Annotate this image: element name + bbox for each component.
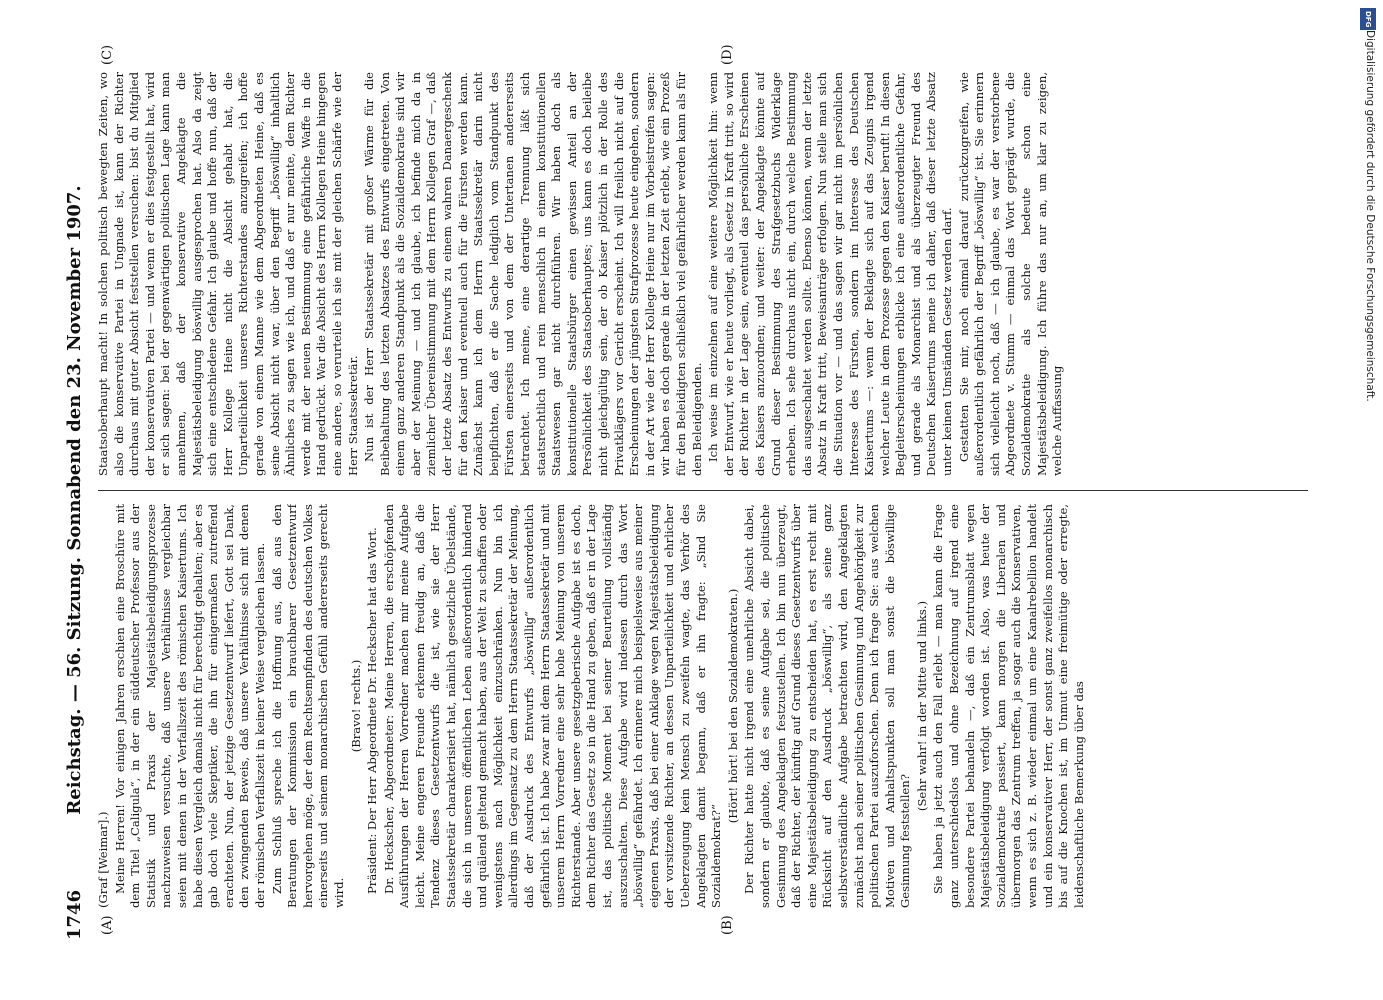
interjection: (Bravo! rechts.): [348, 659, 363, 753]
interjection: (Sehr wahr! in der Mitte und links.): [914, 600, 929, 812]
right-column: [96, 72, 1306, 476]
digitization-credit: Digitalisierung gefördert durch die Deutsche Forschungsgemeinschaft.: [1364, 30, 1376, 402]
president-remark: Präsident: Der Herr Abgeordnete Dr. Heckscher hat das Wort.: [365, 527, 380, 894]
margin-mark-c: (C): [100, 44, 115, 65]
paragraph: Ich weise im einzelnen auf eine weitere Möglichkeit hin: wenn der Entwurf, wie er heute vorliegt, als Gesetz in Kraft tritt, so wird der Richter in der Lage sein, eventuell das persönliche Erscheinen des Kaisers anzuordnen; und weiter: der Angeklagte könnte auf Grund dieser Bestimmung des Strafgesetzbuchs Widerklage erheben. Ich sehe durchaus nicht ein, durch welche Bestimmung das ausgeschaltet werden sollte. Ebenso können, wenn der letzte Absatz in Kraft tritt, Beweisanträge erfolgen. Nun stelle man sich die Situation vor — und das sagen wir gar nicht im persönlichen Interesse des Fürsten, sondern im Interesse des Deutschen Kaisertums —: wenn der Beklagte sich auf das Zeugnis irgend welcher Leute in dem Prozesse gegen den Kaiser beruft! In diesen Begleiterscheinungen erblicke ich eine außerordentliche Gefahr, und gerade als Monarchist und als überzeugter Freund des Deutschen Kaisertums meine ich daher, daß dieser letzte Absatz unter keinen Umständen Gesetz werden darf.: [706, 72, 955, 476]
page-number: 1746: [64, 889, 85, 940]
running-title: Reichstag. — 56. Sitzung. Sonnabend den 23. November 1907.: [64, 185, 85, 815]
dfg-logo: DFG: [1360, 8, 1376, 30]
margin-mark-b: (B): [720, 915, 735, 935]
paragraph: Staatsoberhaupt macht! In solchen politisch bewegten Zeiten, wo also die konservative Partei in Ungnade ist, kann der Richter durchaus mit guter Absicht feststellen versuchen: bist du Mitglied der konservativen Partei — und wenn er dies festgestellt hat, wird er sich sagen: bei der gegenwärtigen politischen Lage kann man annehmen, daß der konservative Angeklagte die Majestätsbeleidigung böswillig ausgesprochen hat. Also da zeigt sich eine entschiedene Gefahr. Ich glaube und hoffe nun, daß der Herr Kollege Heine nicht die Absicht gehabt hat, die Unparteilichkeit unseres Richterstandes anzugreifen; ich hoffe gerade von einem Manne wie dem Abgeordneten Heine, daß es seine Absicht nicht war, über den Begriff „böswillig“ inhaltlich Ähnliches zu sagen wie ich, und daß er nur meinte, dem Richter werde mit der neuen Bestimmung eine gefährliche Waffe in die Hand gedrückt. War die Absicht des Herrn Kollegen Heine hingegen eine andere, so verurteile ich sie mit der gleichen Schärfe wie der Herr Staatssekretär.: [96, 72, 360, 476]
interjection: (Hört! hört! bei den Sozialdemokraten.): [725, 588, 740, 824]
speaker-note: (Graf [Weimar].): [96, 811, 110, 908]
column-divider: [98, 490, 1308, 491]
paragraph: Zum Schluß spreche ich die Hoffnung aus, daß aus den Beratungen der Kommission ein brauchbarer Gesetzentwurf hervorgehen möge, der dem Rechtsempfinden des deutschen Volkes einerseits und seinem monarchischen Gefühl andererseits gerecht wird.: [269, 504, 346, 908]
paragraph: Meine Herren! Vor einigen Jahren erschien eine Broschüre mit dem Titel „Caligula“, in der ein süddeutscher Professor aus der Statistik und Praxis der Majestätsbeleidigungsprozesse nachzuweisen versuchte, daß unsere Verhältnisse vergleichbar seien mit denen in der Verfallszeit des römischen Kaisertums. Ich habe diesen Vergleich damals nicht für berechtigt gehalten; aber es gab doch viele Skeptiker, die ihn für einigermaßen zutreffend erachteten. Nun, der jetzige Gesetzentwurf liefert, Gott sei Dank, den zwingenden Beweis, daß unsere Verhältnisse sich mit denen der römischen Verfallszeit in keiner Weise vergleichen lassen.: [112, 504, 267, 908]
margin-mark-d: (D): [720, 44, 735, 65]
left-column: [96, 504, 1306, 908]
margin-mark-a: (A): [100, 915, 115, 935]
paragraph: Gestatten Sie mir, noch einmal darauf zurückzugreifen, wie außerordentlich gefährlich der Begriff „böswillig“ ist. Sie erinnern sich vielleicht noch, daß — ich glaube, es war der verstorbene Abgeordnete v. Stumm — einmal das Wort geprägt wurde, die Sozialdemokratie als solche bedeute schon eine Majestätsbeleidigung. Ich führe das nur an, um klar zu zeigen, welche Auffassung: [956, 72, 1065, 476]
paragraph: Dr. Heckscher, Abgeordneter: Meine Herren, die erschöpfenden Ausführungen der Herren Vorredner machen mir meine Aufgabe leicht. Meine engeren Freunde erkennen freudig an, daß die Tendenz dieses Gesetzentwurfs die ist, wie sie der Herr Staatssekretär charakterisiert hat, nämlich gesetzliche Übelstände, die sich in unserem öffentlichen Leben außerordentlich hindernd und quälend geltend gemacht haben, aus der Welt zu schaffen oder wenigstens nach Möglichkeit einzuschränken. Nun bin ich allerdings im Gegensatz zu dem Herrn Staatssekretär der Meinung, daß der Ausdruck des Entwurfs „böswillig“ außerordentlich gefährlich ist. Ich habe zwar mit dem Herrn Staatssekretär und mit unserem Herrn Vorredner eine sehr hohe Meinung von unserem Richterstande. Aber unsere gesetzgeberische Aufgabe ist es doch, dem Richter das Gesetz so in die Hand zu geben, daß er in der Lage ist, das politische Moment bei seiner Beurteilung vollständig auszuschalten. Diese Aufgabe wird indessen durch das Wort „böswillig“ gefährdet. Ich erinnere mich beispielsweise aus meiner eigenen Praxis, daß bei einer Anklage wegen Majestätsbeleidigung der vorsitzende Richter, an dessen Unparteilichkeit und ehrlicher Ueberzeugung kein Mensch zu zweifeln wagte, das Verhör des Angeklagten damit begann, daß er ihn fragte: „Sind Sie Sozialdemokrat?“: [381, 504, 724, 908]
paragraph: Sie haben ja jetzt auch den Fall erlebt — man kann die Frage ganz unterschiedslos und ohne Bezeichnung auf irgend eine besondere Partei behandeln —, daß ein Zentrumsblatt wegen Majestätsbeleidigung verfolgt worden ist. Also, was heute der Sozialdemokratie passiert, kann morgen die Liberalen und übermorgen das Zentrum treffen, ja sogar auch die Konservativen, wenn es sich z. B. wieder einmal um eine Kanalrebellion handelt und ein konservativer Herr, der sonst ganz zweifellos monarchisch bis auf die Knochen ist, im Unmut eine freimütige oder erregte, leidenschaftliche Bemerkung über das: [931, 504, 1086, 908]
paragraph: Nun ist der Herr Staatssekretär mit großer Wärme für die Beibehaltung des letzten Absatzes des Entwurfs eingetreten. Von einem ganz anderen Standpunkt als die Sozialdemokratie sind wir aber der Meinung — und ich glaube, ich befinde mich da in ziemlicher Übereinstimmung mit dem Herrn Kollegen Graf —, daß der letzte Absatz des Entwurfs zu einem wahren Danaergeschenk für den Kaiser und eventuell auch für die Fürsten werden kann. Zunächst kann ich dem Herrn Staatssekretär darin nicht beipflichten, daß er die Sache lediglich vom Standpunkt des Fürsten einerseits und von dem der Untertanen andererseits betrachtet. Ich meine, eine derartige Trennung läßt sich staatsrechtlich und rein menschlich in einem konstitutionellen Staatswesen gar nicht durchführen. Wir haben doch als konstitutionelle Staatsbürger einen gewissen Anteil an der Persönlichkeit des Staatsoberhauptes; uns kann es doch beileibe nicht gleichgültig sein, der ob Kaiser plötzlich in der Rolle des Privatklägers vor Gericht erscheint. Ich will freilich nicht auf die Erscheinungen der jüngsten Strafprozesse heute eingehen, sondern in der Art wie der Herr Kollege Heine nur im Vorbeistreifen sagen: wir haben es doch gerade in der letzten Zeit erlebt, wie ein Prozeß für den Beleidigten schließlich viel gefährlicher werden kann als für den Beleidigenden.: [362, 72, 704, 476]
paragraph: Der Richter hatte nicht irgend eine unehrliche Absicht dabei, sondern er glaubte, daß es seine Aufgabe sei, die politische Gesinnung des Angeklagten festzustellen. Ich bin nun überzeugt, daß der Richter, der künftig auf Grund dieses Gesetzentwurfs über eine Majestätsbeleidigung zu entscheiden hat, es erst recht mit Rücksicht auf den Ausdruck „böswillig“, als seine ganz selbstverständliche Aufgabe betrachten wird, den Angeklagten zunächst nach seiner politischen Gesinnung und Angehörigkeit zur politischen Partei auszuforschen. Denn ich frage Sie: aus welchen Motiven und Anhaltspunkten soll man sonst die böswillige Gesinnung feststellen?: [742, 504, 913, 908]
running-header: [60, 60, 88, 940]
